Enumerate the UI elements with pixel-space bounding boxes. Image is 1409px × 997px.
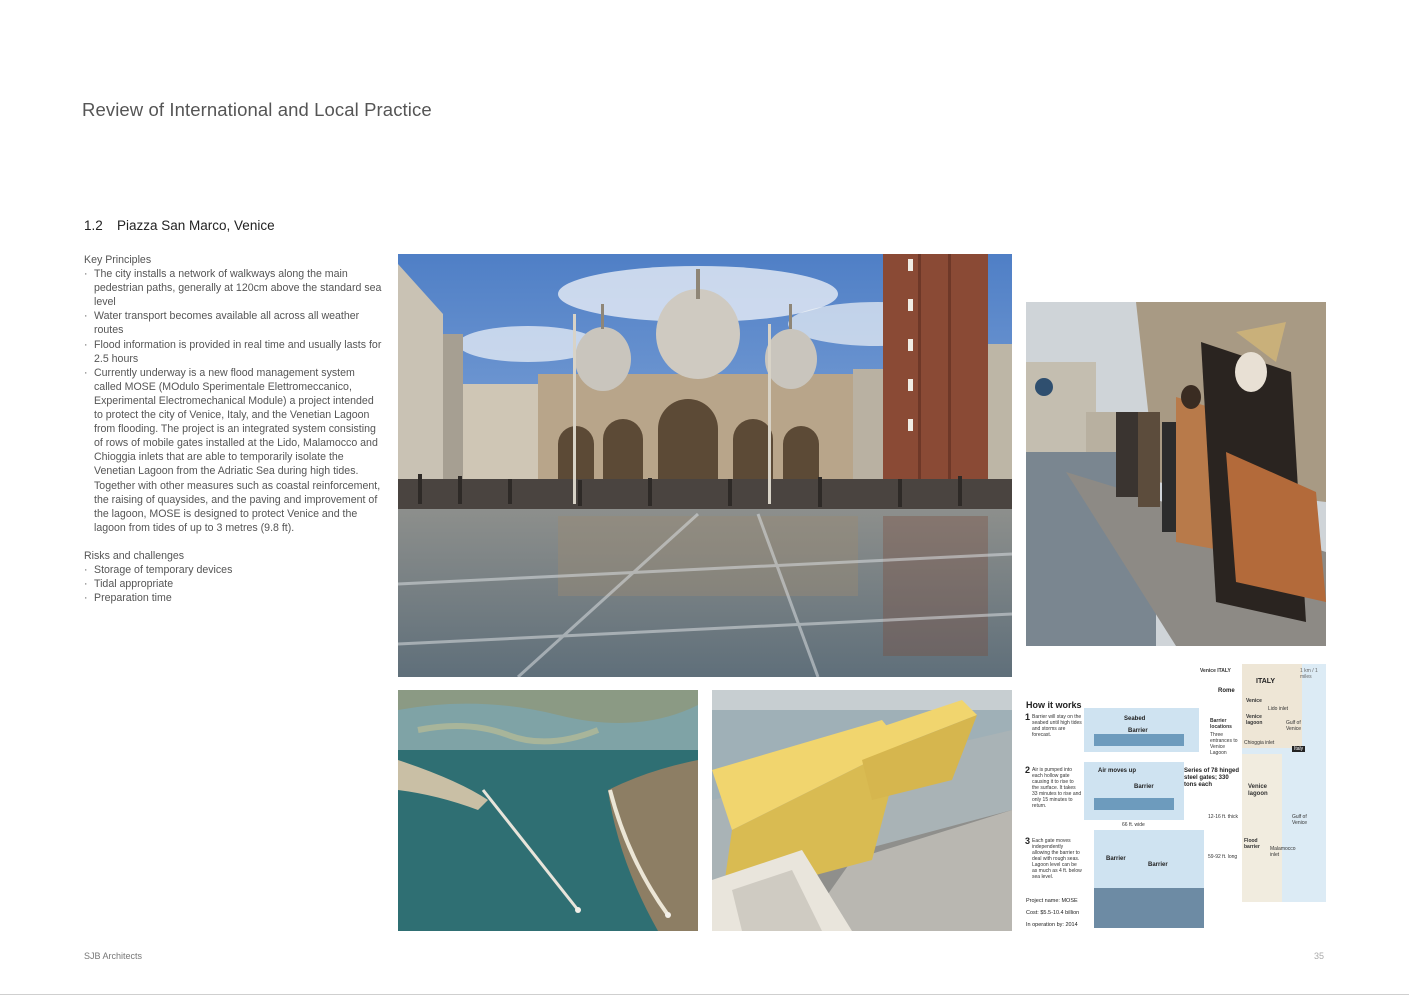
seabed-label: Seabed xyxy=(1124,716,1146,722)
step-number: 1 xyxy=(1025,712,1031,722)
venice-label: Venice xyxy=(1246,698,1262,704)
italy-label: ITALY xyxy=(1256,678,1276,685)
rome-label: Rome xyxy=(1218,688,1235,694)
how-it-works-heading: How it works xyxy=(1026,700,1082,710)
list-item: · Water transport becomes available all across all weather routes xyxy=(84,309,384,337)
air-moves-up-label: Air moves up xyxy=(1098,768,1137,774)
venice-italy-label: Venice ITALY xyxy=(1200,668,1231,674)
step-text: Each gate moves independently allowing the barrier to deal with rough seas. Lagoon level can be as much as 4 ft. below sea level. xyxy=(1032,838,1082,880)
map-scale-label: 1 km / 1 miles xyxy=(1300,668,1318,680)
section-heading xyxy=(84,218,275,233)
step-1-diagram xyxy=(1084,708,1199,752)
section-number: 1.2 xyxy=(84,218,103,233)
gulf-of-venice-small-label: Gulf of Venice xyxy=(1286,720,1302,732)
venice-lagoon-small-label: Venice lagoon xyxy=(1246,714,1263,726)
list-item: · Preparation time xyxy=(84,591,384,605)
lagoon-aerial-photo xyxy=(398,690,698,931)
italy-small-label: Italy xyxy=(1294,746,1304,752)
lido-inlet-label: Lido inlet xyxy=(1268,706,1289,712)
text-column xyxy=(84,253,384,605)
barrier-label: Barrier xyxy=(1134,784,1154,790)
page-title: Review of International and Local Practice xyxy=(82,99,432,120)
operation-date: In operation by: 2014 xyxy=(1026,922,1078,928)
risks-heading: Risks and challenges xyxy=(84,549,185,562)
page-bottom-rule xyxy=(0,994,1409,995)
risks-block xyxy=(84,549,384,605)
three-entrances-label: Three entrances to Venice Lagoon xyxy=(1210,732,1238,756)
gates-series-label: Series of 78 hinged steel gates; 330 tons each xyxy=(1184,768,1240,788)
flood-barrier-label: Flood barrier xyxy=(1244,838,1260,850)
risks-list xyxy=(84,563,384,605)
step-2-diagram xyxy=(1084,762,1184,820)
barrier-label: Barrier xyxy=(1106,856,1126,862)
malamocco-inlet-label: Malamocco inlet xyxy=(1270,846,1296,858)
carnival-walkway-photo xyxy=(1026,302,1326,646)
venice-lagoon-label: Venice lagoon xyxy=(1248,784,1268,797)
page-number: 35 xyxy=(1314,951,1325,961)
barrier-label: Barrier xyxy=(1148,862,1168,868)
footer-firm: SJB Architects xyxy=(84,951,143,961)
step-number: 3 xyxy=(1025,836,1031,846)
venice-lagoon-map xyxy=(1242,664,1326,902)
list-item: · Currently underway is a new flood management system called MOSE (MOdulo Sperimentale Elettromeccanico, Experimental Electromechanical Module) a project intended to protect the city of Venice, Italy, and the Venetian Lagoon from flooding. The project is an integrated system consisting of rows of mobile gates installed at the Lido, Malamocco and Chioggia inlets that are able to temporarily isolate the Venetian Lagoon from the Adriatic Sea during high tides. Together with other measures such as coastal reinforcement, the raising of quaysides, and the paving and improvement of the lagoon, MOSE is designed to protect Venice and the lagoon from tides of up to 3 metres (9.8 ft). xyxy=(84,366,384,535)
list-item: · Tidal appropriate xyxy=(84,577,384,591)
key-principles-list xyxy=(84,267,384,535)
step-3-diagram xyxy=(1094,830,1204,928)
step-text: Air is pumped into each hollow gate causing it to rise to the surface. It takes 33 minutes to rise and only 15 minutes to return. xyxy=(1032,767,1082,809)
mose-infographic xyxy=(1024,664,1326,934)
barrier-label: Barrier xyxy=(1128,728,1148,734)
step-number: 2 xyxy=(1025,765,1031,775)
basilica-flood-photo xyxy=(398,254,1012,677)
chioggia-inlet-label: Chioggia inlet xyxy=(1244,740,1275,746)
width-label: 66 ft. wide xyxy=(1122,822,1145,828)
mose-gate-rendering xyxy=(712,690,1012,931)
project-cost: Cost: $5.5-10.4 billion xyxy=(1026,910,1080,916)
barrier-locations-label: Barrier locations xyxy=(1210,718,1232,730)
gulf-of-venice-label: Gulf of Venice xyxy=(1292,814,1308,826)
key-principles-heading: Key Principles xyxy=(84,254,152,266)
list-item: · The city installs a network of walkways along the main pedestrian paths, generally at 120cm above the standard sea level xyxy=(84,267,384,309)
list-item: · Flood information is provided in real time and usually lasts for 2.5 hours xyxy=(84,338,384,366)
section-title: Piazza San Marco, Venice xyxy=(117,218,275,233)
step-text: Barrier will stay on the seabed until high tides and storms are forecast. xyxy=(1032,714,1082,738)
length-label: 59-92 ft. long xyxy=(1208,854,1238,860)
list-item: · Storage of temporary devices xyxy=(84,563,384,577)
thickness-label: 12-16 ft. thick xyxy=(1208,814,1239,820)
project-name: Project name: MOSE xyxy=(1026,898,1078,904)
